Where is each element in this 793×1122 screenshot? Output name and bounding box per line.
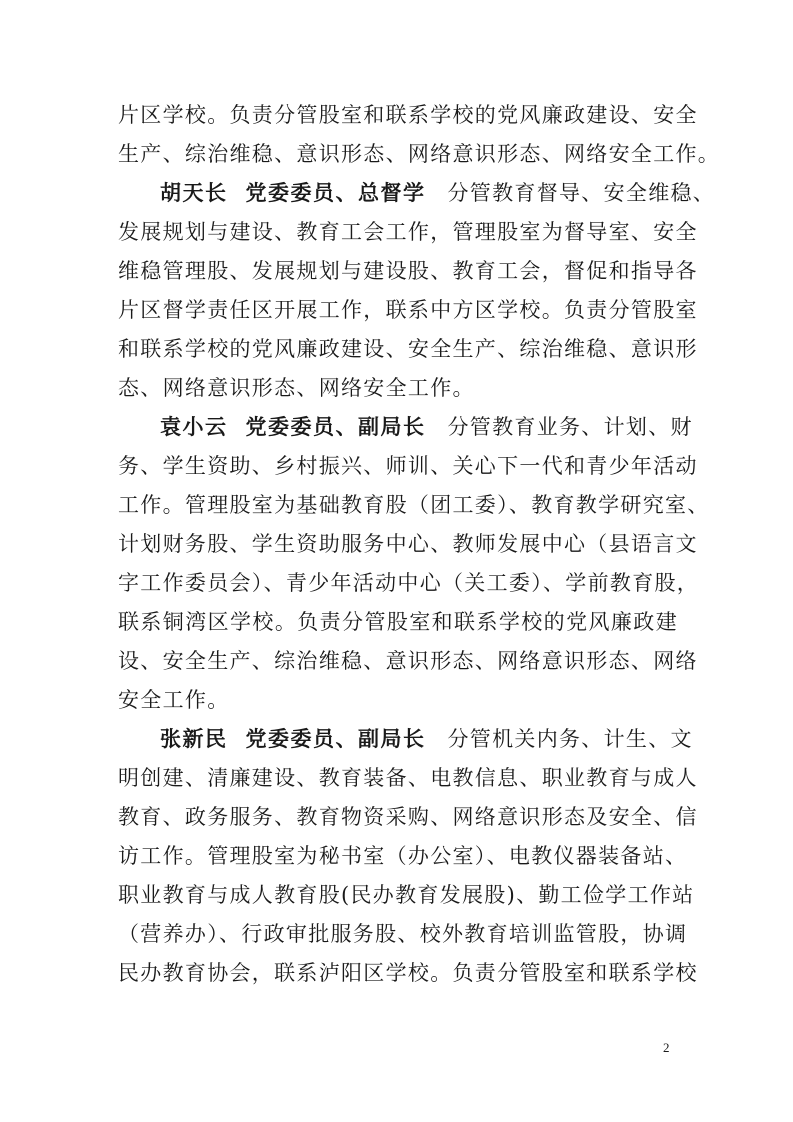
text-line: 联系铜湾区学校。负责分管股室和联系学校的党风廉政建 (118, 610, 678, 634)
person-role: 党委委员、副局长 (245, 727, 426, 751)
paragraph-yuan-xiaoyun (118, 408, 710, 720)
person-name: 张新民 (160, 727, 228, 751)
person-name: 袁小云 (160, 415, 228, 439)
text-line: 计划财务股、学生资助服务中心、教师发展中心（县语言文 (118, 532, 698, 556)
text-line: 设、安全生产、综治维稳、意识形态、网络意识形态、网络 (118, 649, 698, 673)
text-line: 职业教育与成人教育股(民办教育发展股)、勤工俭学工作站 (118, 883, 695, 907)
text-line: 民办教育协会，联系泸阳区学校。负责分管股室和联系学校 (118, 961, 698, 985)
person-role: 党委委员、副局长 (245, 415, 426, 439)
paragraph-first-line (118, 720, 693, 759)
text-line: 片区督学责任区开展工作，联系中方区学校。负责分管股室 (118, 298, 698, 322)
person-name: 胡天长 (160, 181, 228, 205)
text-line: 生产、综治维稳、意识形态、网络意识形态、网络安全工作。 (118, 142, 721, 166)
paragraph-continuation (118, 96, 721, 174)
text-line: 安全工作。 (118, 688, 230, 712)
text-line: 工作。管理股室为基础教育股（团工委）、教育教学研究室、 (118, 493, 710, 517)
person-role: 党委委员、总督学 (245, 181, 426, 205)
document-body (118, 96, 721, 993)
text-line: 和联系学校的党风廉政建设、安全生产、综治维稳、意识形 (118, 337, 698, 361)
text-line: 务、学生资助、乡村振兴、师训、关心下一代和青少年活动 (118, 454, 698, 478)
text-line: 片区学校。负责分管股室和联系学校的党风廉政建设、安全 (118, 103, 698, 127)
text-line: 教育、政务服务、教育物资采购、网络意识形态及安全、信 (118, 805, 698, 829)
paragraph-zhang-xinmin (118, 720, 698, 993)
duty-text: 分管教育业务、计划、财 (447, 415, 693, 439)
text-line: 态、网络意识形态、网络安全工作。 (118, 376, 475, 400)
text-line: 访工作。管理股室为秘书室（办公室）、电教仪器装备站、 (118, 844, 688, 868)
paragraph-first-line (118, 408, 693, 447)
duty-text: 分管机关内务、计生、文 (447, 727, 693, 751)
text-line: （营养办）、行政审批服务股、校外教育培训监管股，协调 (118, 922, 688, 946)
text-line: 明创建、清廉建设、教育装备、电教信息、职业教育与成人 (118, 766, 698, 790)
paragraph-first-line (118, 174, 716, 213)
duty-text: 分管教育督导、安全维稳、 (447, 181, 716, 205)
text-line: 维稳管理股、发展规划与建设股、教育工会，督促和指导各 (118, 259, 698, 283)
text-line: 发展规划与建设、教育工会工作，管理股室为督导室、安全 (118, 220, 698, 244)
page-number: 2 (663, 1040, 670, 1055)
paragraph-hu-tianzhang (118, 174, 716, 408)
text-line: 字工作委员会）、青少年活动中心（关工委）、学前教育股， (118, 571, 700, 595)
